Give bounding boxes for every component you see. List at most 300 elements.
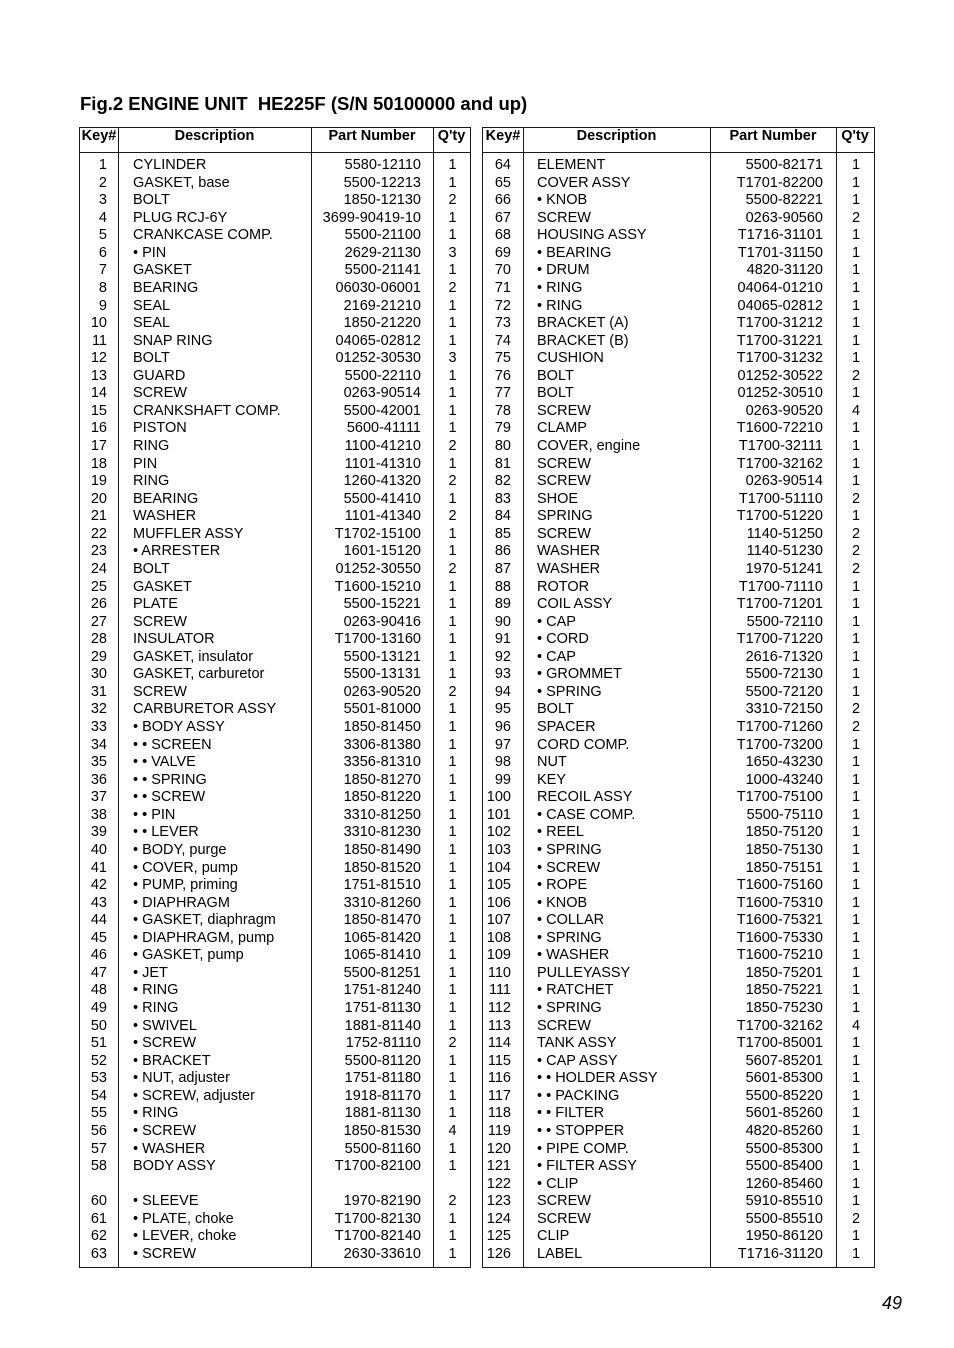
key-cell: 41	[90, 859, 107, 876]
table-row	[80, 649, 470, 667]
qty-cell: 1	[851, 1193, 861, 1210]
key-cell: 101	[486, 806, 511, 823]
table-row	[80, 772, 470, 790]
key-cell: 25	[90, 578, 107, 595]
table-row	[80, 491, 470, 509]
table-row	[80, 895, 470, 913]
qty-cell: 1	[851, 1122, 861, 1139]
qty-cell: 1	[448, 543, 457, 560]
key-cell: 20	[90, 490, 107, 507]
part-number-cell: 5607-85201	[745, 1052, 823, 1069]
table-row	[80, 877, 470, 895]
qty-cell: 2	[448, 1193, 457, 1210]
description-cell: • • SPRING	[133, 771, 207, 788]
key-cell: 74	[494, 332, 511, 349]
description-cell: CLAMP	[537, 420, 587, 437]
description-cell: NUT	[537, 754, 567, 771]
key-cell: 75	[494, 350, 511, 367]
qty-cell: 1	[448, 964, 457, 981]
qty-cell: 2	[851, 367, 861, 384]
table-row	[80, 1000, 470, 1018]
key-cell: 79	[494, 420, 511, 437]
table-body	[483, 153, 874, 1263]
description-cell: WASHER	[133, 508, 197, 525]
qty-cell: 3	[448, 244, 457, 261]
part-number-cell: T1700-82140	[334, 1228, 421, 1245]
qty-cell: 1	[448, 209, 457, 226]
qty-cell: 1	[851, 174, 861, 191]
table-row	[80, 684, 470, 702]
key-cell: 46	[90, 947, 107, 964]
table-row	[483, 754, 874, 772]
description-cell: • GASKET, diaphragm	[133, 912, 276, 929]
part-number-cell: 4820-85260	[745, 1122, 823, 1139]
description-cell: WASHER	[537, 560, 601, 577]
part-number-cell: T1700-73200	[736, 736, 823, 753]
part-number-cell: 1850-81520	[343, 859, 421, 876]
table-row	[483, 719, 874, 737]
key-cell: 118	[487, 1105, 511, 1122]
description-cell: • WASHER	[133, 1140, 206, 1157]
part-number-cell: 1751-81510	[343, 877, 421, 894]
part-number-cell: 5500-81120	[344, 1052, 421, 1069]
table-row	[483, 508, 874, 526]
description-cell: COVER ASSY	[537, 174, 631, 191]
qty-cell: 1	[448, 789, 457, 806]
key-cell: 122	[486, 1175, 511, 1192]
description-cell	[118, 1176, 311, 1194]
table-row	[80, 315, 470, 333]
description-cell: SNAP RING	[133, 332, 213, 349]
part-number-cell: 1650-43230	[745, 754, 823, 771]
description-cell: • • STOPPER	[537, 1122, 625, 1139]
part-number-cell: 1850-12130	[343, 192, 421, 209]
part-number-cell: T1600-75160	[736, 877, 823, 894]
part-number-cell: 01252-30550	[335, 560, 421, 577]
table-row	[483, 982, 874, 1000]
qty-cell: 1	[851, 859, 861, 876]
table-row	[483, 491, 874, 509]
part-number-cell: 3310-81230	[343, 824, 421, 841]
description-cell: HOUSING ASSY	[537, 227, 647, 244]
qty-cell: 2	[851, 560, 861, 577]
description-cell: • • SCREEN	[133, 736, 212, 753]
key-cell: 39	[90, 824, 107, 841]
key-cell: 34	[90, 736, 107, 753]
table-row	[483, 824, 874, 842]
key-cell: 76	[494, 367, 511, 384]
description-cell: CYLINDER	[133, 157, 207, 173]
part-number-cell: 1601-15120	[343, 543, 421, 560]
part-number-cell: 3356-81310	[343, 754, 421, 771]
description-cell: CLIP	[537, 1228, 570, 1245]
description-cell: • CASE COMP.	[537, 806, 636, 823]
part-number-cell: 2630-33610	[343, 1245, 421, 1262]
qty-cell: 1	[851, 385, 861, 402]
column-divider	[836, 128, 837, 1267]
header-key: Key#	[485, 128, 521, 144]
qty-cell: 1	[448, 455, 457, 472]
description-cell: SCREW	[537, 209, 591, 226]
qty-cell: 1	[851, 1035, 861, 1052]
qty-cell: 1	[851, 262, 861, 279]
qty-cell: 1	[851, 613, 861, 630]
table-row	[80, 192, 470, 210]
header-description: Description	[576, 128, 657, 144]
description-cell: SCREW	[537, 455, 591, 472]
table-row	[80, 210, 470, 228]
qty-cell: 1	[851, 332, 861, 349]
description-cell: • SPRING	[537, 683, 602, 700]
table-row	[80, 965, 470, 983]
description-cell: PIN	[133, 455, 158, 472]
table-row	[80, 1211, 470, 1229]
page-title: Fig.2 ENGINE UNIT HE225F (S/N 50100000 and up)	[80, 93, 528, 114]
part-number-cell: 1950-86120	[745, 1228, 823, 1245]
description-cell: • GASKET, pump	[133, 947, 244, 964]
key-cell: 26	[90, 596, 107, 613]
description-cell: • SPRING	[537, 1000, 602, 1016]
table-row	[80, 456, 470, 474]
qty-cell: 1	[851, 596, 861, 613]
part-number-cell: 5500-41410	[343, 490, 421, 507]
key-cell: 89	[494, 596, 511, 613]
description-cell: • RATCHET	[537, 982, 614, 999]
key-cell: 53	[90, 1070, 107, 1087]
qty-cell: 1	[851, 350, 861, 367]
key-cell: 21	[90, 508, 107, 525]
key-cell: 110	[487, 964, 511, 981]
key-cell	[80, 1176, 118, 1194]
part-number-cell: T1700-85001	[736, 1035, 823, 1052]
header-key: Key#	[81, 128, 117, 144]
description-cell: • • FILTER	[537, 1105, 605, 1122]
qty-cell: 1	[448, 1000, 457, 1016]
part-number-cell: 5600-41111	[346, 420, 421, 437]
qty-cell: 1	[851, 666, 861, 683]
key-cell: 60	[90, 1193, 107, 1210]
part-number-cell: 1140-51230	[746, 543, 823, 560]
part-number-cell: T1701-31150	[737, 244, 823, 261]
table-row	[483, 245, 874, 263]
key-cell: 97	[494, 736, 511, 753]
key-cell: 15	[90, 402, 107, 419]
part-number-cell: T1600-75210	[736, 947, 823, 964]
description-cell: BOLT	[133, 560, 170, 577]
part-number-cell: 3306-81380	[343, 736, 421, 753]
description-cell: CORD COMP.	[537, 736, 630, 753]
key-cell: 7	[98, 262, 107, 279]
qty-cell: 1	[851, 473, 861, 490]
description-cell: SCREW	[537, 473, 591, 490]
table-header	[483, 128, 874, 153]
key-cell: 73	[494, 315, 511, 332]
description-cell: BODY ASSY	[133, 1158, 216, 1175]
part-number-cell: 1751-81180	[344, 1070, 421, 1087]
part-number-cell: 04065-02812	[335, 332, 421, 349]
part-number-cell: 5500-75110	[746, 806, 823, 823]
key-cell: 68	[494, 227, 511, 244]
key-cell: 111	[488, 982, 511, 999]
table-row	[80, 438, 470, 456]
description-cell: • DRUM	[537, 262, 590, 279]
part-number-cell: T1600-75330	[736, 929, 823, 946]
description-cell: LABEL	[537, 1245, 583, 1262]
description-cell: • DIAPHRAGM, pump	[133, 929, 275, 946]
description-cell: • BEARING	[537, 244, 612, 261]
table-row	[80, 614, 470, 632]
table-row	[483, 456, 874, 474]
part-number-cell: 2616-71320	[745, 648, 823, 665]
key-cell: 8	[98, 279, 107, 296]
qty-cell: 1	[448, 1245, 457, 1262]
key-cell: 126	[486, 1245, 511, 1262]
key-cell: 104	[486, 859, 511, 876]
key-cell: 40	[90, 841, 107, 858]
description-cell: COIL ASSY	[537, 596, 613, 613]
key-cell: 32	[90, 701, 107, 718]
key-cell: 63	[90, 1245, 107, 1262]
part-number-cell: 01252-30522	[737, 367, 823, 384]
description-cell: • • LEVER	[133, 824, 199, 841]
description-cell: • PIN	[133, 244, 167, 261]
description-cell: • SCREW	[133, 1245, 197, 1262]
table-row	[483, 789, 874, 807]
qty-cell: 1	[448, 1210, 457, 1227]
key-cell: 86	[494, 543, 511, 560]
description-cell: • KNOB	[537, 894, 588, 911]
table-row	[483, 1070, 874, 1088]
qty-cell: 1	[448, 631, 457, 648]
table-row	[483, 614, 874, 632]
table-row	[80, 842, 470, 860]
qty-cell: 1	[448, 613, 457, 630]
description-cell: CRANKSHAFT COMP.	[133, 402, 281, 419]
table-row	[483, 684, 874, 702]
key-cell: 33	[90, 719, 107, 735]
key-cell: 83	[494, 490, 511, 507]
key-cell: 124	[486, 1210, 511, 1227]
table-row	[483, 1123, 874, 1141]
qty-cell: 1	[851, 157, 861, 173]
key-cell: 6	[98, 244, 107, 261]
qty-cell: 1	[448, 420, 457, 437]
qty-cell: 1	[448, 982, 457, 999]
qty-cell: 1	[851, 929, 861, 946]
description-cell: BOLT	[537, 367, 574, 384]
table-row	[483, 596, 874, 614]
part-number-cell: 1970-51241	[745, 560, 823, 577]
table-row	[80, 561, 470, 579]
column-divider	[118, 128, 119, 1267]
part-number-cell: 5500-22110	[344, 367, 421, 384]
part-number-cell: 1970-82190	[343, 1193, 421, 1210]
part-number-cell: 2169-21210	[343, 297, 421, 314]
qty-cell: 1	[851, 1228, 861, 1245]
description-cell: PISTON	[133, 420, 187, 437]
key-cell: 24	[90, 560, 107, 577]
qty-cell: 1	[851, 455, 861, 472]
part-number-cell: 4820-31120	[746, 262, 823, 279]
part-number-cell	[311, 1176, 433, 1194]
description-cell: PLATE	[133, 596, 178, 613]
qty-cell: 1	[448, 719, 457, 735]
table-row	[483, 965, 874, 983]
part-number-cell: 5500-13131	[343, 666, 421, 683]
qty-cell: 4	[851, 402, 861, 419]
qty-cell: 2	[851, 701, 861, 718]
part-number-cell: 1260-41320	[343, 473, 421, 490]
key-cell: 93	[494, 666, 511, 683]
qty-cell: 1	[448, 262, 457, 279]
key-cell: 10	[90, 315, 107, 332]
table-row	[483, 860, 874, 878]
table-row	[483, 1105, 874, 1123]
part-number-cell: T1700-71110	[738, 578, 823, 595]
table-row	[80, 526, 470, 544]
table-row	[80, 982, 470, 1000]
part-number-cell: 1100-41210	[344, 438, 421, 454]
description-cell: • SLEEVE	[133, 1193, 199, 1210]
table-row	[80, 807, 470, 825]
table-row	[483, 1158, 874, 1176]
key-cell: 71	[494, 279, 511, 296]
key-cell: 95	[494, 701, 511, 718]
table-row	[80, 579, 470, 597]
key-cell: 42	[90, 877, 107, 894]
part-number-cell: 5500-85300	[745, 1140, 823, 1157]
description-cell: • SCREW, adjuster	[133, 1087, 255, 1104]
qty-cell: 1	[851, 912, 861, 929]
column-divider	[523, 128, 524, 1267]
qty-cell: 1	[448, 1017, 457, 1034]
table-row	[80, 719, 470, 737]
key-cell: 103	[486, 841, 511, 858]
part-number-cell: T1701-82200	[736, 174, 823, 191]
key-cell: 31	[90, 683, 107, 700]
key-cell: 100	[486, 789, 511, 806]
qty-cell: 1	[851, 438, 861, 454]
table-row	[483, 807, 874, 825]
part-number-cell: T1700-71201	[736, 596, 823, 613]
column-divider	[433, 128, 434, 1267]
qty-cell: 1	[851, 789, 861, 806]
part-number-cell: 5500-15221	[343, 596, 421, 613]
description-cell: RING	[133, 438, 170, 454]
key-cell: 78	[494, 402, 511, 419]
qty-cell: 1	[851, 1052, 861, 1069]
table-row	[80, 824, 470, 842]
description-cell: • SCREW	[133, 1035, 197, 1052]
key-cell: 16	[90, 420, 107, 437]
description-cell: • COLLAR	[537, 912, 605, 929]
part-number-cell: T1600-75310	[736, 894, 823, 911]
key-cell: 88	[494, 578, 511, 595]
part-number-cell: T1700-71260	[736, 719, 823, 735]
key-cell: 121	[486, 1158, 511, 1175]
description-cell: • • VALVE	[133, 754, 196, 771]
key-cell: 107	[486, 912, 511, 929]
description-cell: CUSHION	[537, 350, 604, 367]
qty-cell: 1	[851, 297, 861, 314]
key-cell: 3	[98, 192, 107, 209]
key-cell: 47	[90, 964, 107, 981]
key-cell: 51	[90, 1035, 107, 1052]
qty-cell: 1	[851, 894, 861, 911]
table-row	[483, 649, 874, 667]
description-cell: BRACKET (A)	[537, 315, 629, 332]
key-cell: 112	[487, 1000, 511, 1016]
part-number-cell: 1850-21220	[343, 315, 421, 332]
qty-cell: 1	[448, 525, 457, 542]
table-row	[483, 1246, 874, 1264]
qty-cell: 1	[448, 402, 457, 419]
description-cell: • • SCREW	[133, 789, 206, 806]
part-number-cell: 1850-81270	[343, 771, 421, 788]
qty-cell: 4	[851, 1017, 861, 1034]
qty-cell: 2	[448, 560, 457, 577]
qty-cell: 1	[448, 1087, 457, 1104]
part-number-cell: 01252-30510	[737, 385, 823, 402]
part-number-cell: T1600-15210	[334, 578, 421, 595]
header-part-number: Part Number	[328, 128, 416, 144]
key-cell: 36	[90, 771, 107, 788]
qty-cell: 1	[851, 192, 861, 209]
description-cell: • DIAPHRAGM	[133, 894, 230, 911]
description-cell: • REEL	[537, 824, 584, 841]
qty-cell: 1	[851, 982, 861, 999]
description-cell: SCREW	[537, 1193, 591, 1210]
description-cell: • SWIVEL	[133, 1017, 197, 1034]
part-number-cell: T1700-32162	[736, 1017, 823, 1034]
table-row	[80, 1246, 470, 1264]
key-cell: 9	[98, 297, 107, 314]
table-row	[80, 385, 470, 403]
table-row	[483, 262, 874, 280]
qty-cell: 1	[448, 1105, 457, 1122]
description-cell: • • PACKING	[537, 1087, 620, 1104]
part-number-cell: 5910-85510	[745, 1193, 823, 1210]
part-number-cell: 0263-90520	[343, 683, 421, 700]
part-number-cell: 1850-75120	[745, 824, 823, 841]
qty-cell: 1	[851, 420, 861, 437]
table-row	[483, 1193, 874, 1211]
key-cell: 84	[494, 508, 511, 525]
description-cell: WASHER	[537, 543, 601, 560]
table-row	[483, 157, 874, 175]
description-cell: INSULATOR	[133, 631, 215, 648]
description-cell: PLUG RCJ-6Y	[133, 209, 228, 226]
qty-cell: 2	[448, 279, 457, 296]
key-cell: 35	[90, 754, 107, 771]
table-row	[483, 315, 874, 333]
part-number-cell: 5601-85260	[745, 1105, 823, 1122]
part-number-cell: T1700-51110	[738, 490, 823, 507]
qty-cell: 1	[851, 877, 861, 894]
qty-cell: 1	[448, 894, 457, 911]
qty-cell: 1	[448, 877, 457, 894]
table-row	[483, 1053, 874, 1071]
part-number-cell: 3310-81250	[343, 806, 421, 823]
table-row	[80, 947, 470, 965]
part-number-cell: 5501-81000	[343, 701, 421, 718]
qty-cell: 2	[448, 192, 457, 209]
part-number-cell: 5500-82221	[745, 192, 823, 209]
description-cell: • BRACKET	[133, 1052, 211, 1069]
key-cell: 30	[90, 666, 107, 683]
qty-cell: 1	[448, 227, 457, 244]
qty-cell: 1	[448, 1052, 457, 1069]
